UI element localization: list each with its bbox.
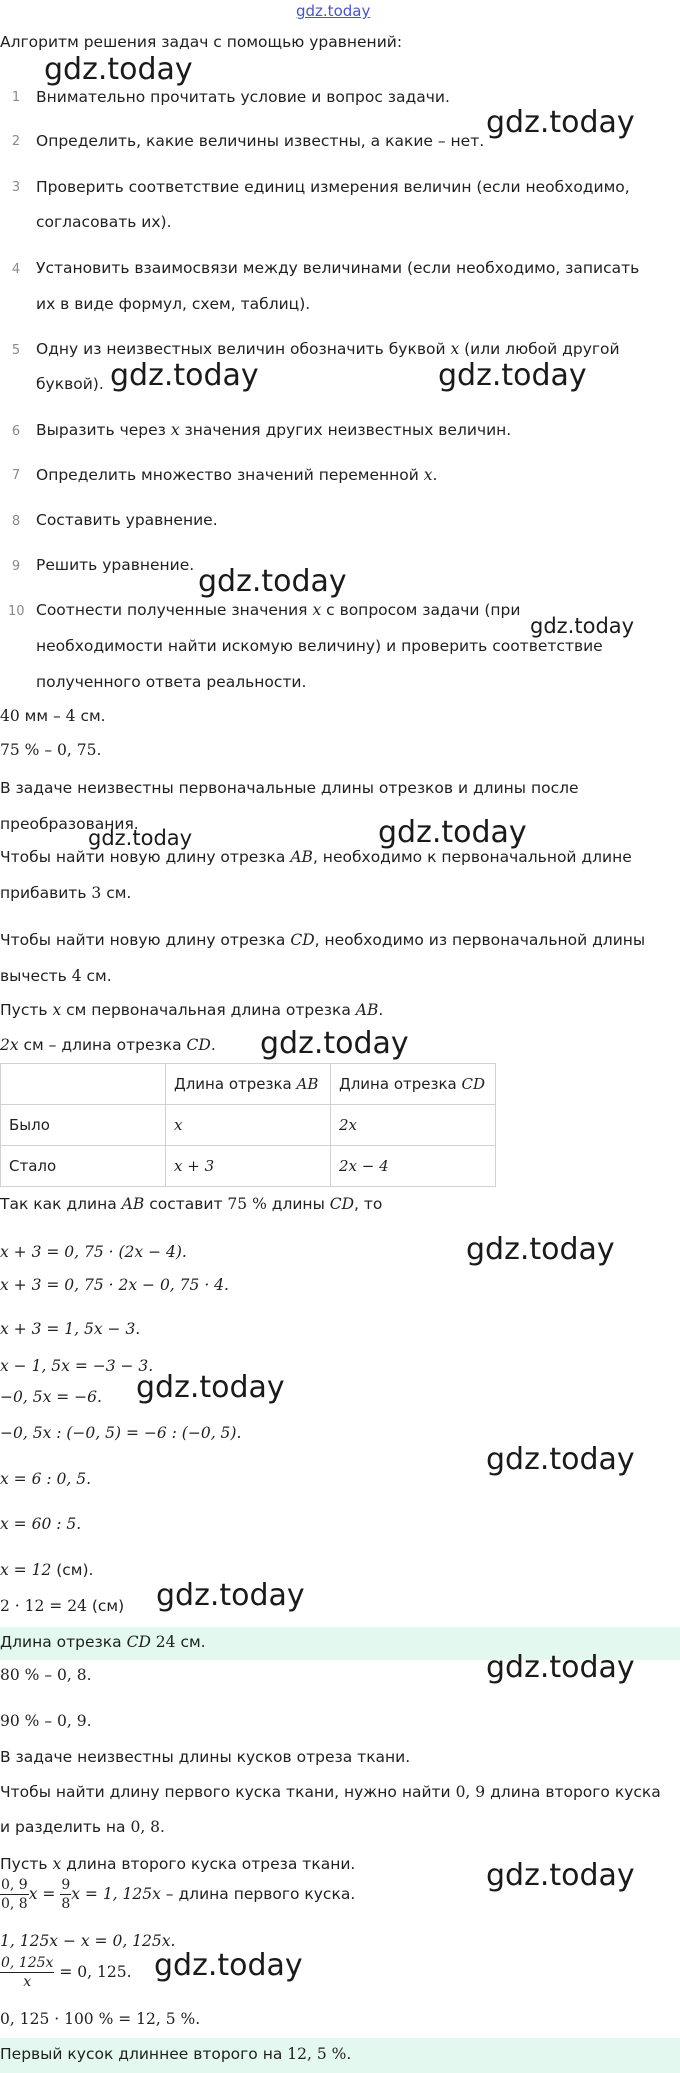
fraction-equation: $\frac{0, 9}{0, 8}$ x = $\frac{9}{8}$ x = 1, 125x – длина первого куска.	[1, 1877, 356, 1912]
step-text: Определить, какие величины известны, а какие – нет.	[36, 132, 485, 150]
answer-1: Длина отрезка CD 24 см.	[0, 1633, 206, 1651]
step-number: 9	[11, 559, 21, 574]
watermark: gdz.today	[438, 358, 587, 393]
method-text: Чтобы найти длину первого куска ткани, нужно найти 0, 9 длина второго куска	[0, 1783, 661, 1801]
step-text: Установить взаимосвязи между величинами (если необходимо, записать	[36, 259, 640, 277]
algorithm-title: Алгоритм решения задач с помощью уравнений:	[0, 33, 403, 51]
equation: x + 3 = 1, 5x − 3.	[0, 1320, 141, 1338]
equation: x + 3 = 0, 75 · (2x − 4).	[0, 1243, 187, 1261]
step-text: Внимательно прочитать условие и вопрос задачи.	[36, 88, 450, 106]
watermark: gdz.today	[530, 614, 635, 638]
equation: 2 · 12 = 24 (см)	[0, 1597, 125, 1615]
equation: x = 60 : 5.	[0, 1515, 82, 1533]
table-cell: x + 3	[166, 1146, 331, 1187]
ab-rule: Чтобы найти новую длину отрезка AB, необходимо к первоначальной длине	[0, 848, 632, 866]
watermark: gdz.today	[156, 1578, 305, 1613]
watermark: gdz.today	[154, 1948, 303, 1983]
watermark-link[interactable]: gdz.today	[296, 2, 371, 20]
let-x: Пусть x длина второго куска отреза ткани.	[0, 1855, 356, 1873]
watermark: gdz.today	[136, 1370, 285, 1405]
equation: x + 3 = 0, 75 · 2x − 0, 75 · 4.	[0, 1276, 229, 1294]
table-cell: 2x − 4	[331, 1146, 496, 1187]
fraction: $\frac{0, 9}{0, 8}$	[1, 1877, 28, 1912]
step-number: 10	[8, 604, 25, 619]
step-text: Составить уравнение.	[36, 511, 218, 529]
table-header-cell: Длина отрезка CD	[331, 1064, 496, 1105]
step-text: Соотнести полученные значения x с вопросом задачи (при	[36, 601, 521, 619]
watermark: gdz.today	[260, 1026, 409, 1061]
watermark: gdz.today	[110, 358, 259, 393]
step-number: 5	[11, 343, 21, 358]
cd-rule: Чтобы найти новую длину отрезка CD, необходимо из первоначальной длины	[0, 931, 646, 949]
ab-rule: прибавить 3 см.	[0, 884, 132, 902]
lengths-table	[0, 1063, 496, 1187]
cd-rule: вычесть 4 см.	[0, 967, 112, 985]
step-number: 7	[11, 468, 21, 483]
step-text: буквой).	[36, 375, 104, 393]
table-cell: Было	[1, 1105, 166, 1146]
table-cell	[1, 1064, 166, 1105]
watermark: gdz.today	[378, 815, 527, 850]
step-number: 2	[11, 134, 21, 149]
watermark: gdz.today	[466, 1232, 615, 1267]
watermark: gdz.today	[88, 826, 193, 850]
let-2x: 2x см – длина отрезка CD.	[0, 1036, 216, 1054]
table-cell: Стало	[1, 1146, 166, 1187]
let-x: Пусть x см первоначальная длина отрезка AB.	[0, 1001, 384, 1019]
step-text: согласовать их).	[36, 213, 172, 231]
unknowns-text: преобразования.	[0, 815, 139, 833]
method-text: и разделить на 0, 8.	[0, 1818, 165, 1836]
unknowns-text: В задаче неизвестны первоначальные длины отрезков и длины после	[0, 779, 579, 797]
table-header-row	[1, 1064, 496, 1105]
watermark: gdz.today	[486, 1650, 635, 1685]
watermark: gdz.today	[486, 1858, 635, 1893]
step-number: 6	[11, 424, 21, 439]
equation: −0, 5x = −6.	[0, 1388, 102, 1406]
table-cell: x	[166, 1105, 331, 1146]
table-row	[1, 1146, 496, 1187]
equation: 0, 125 · 100 % = 12, 5 %.	[0, 2010, 201, 2028]
step-text: Определить множество значений переменной x.	[36, 466, 438, 484]
step-text: Решить уравнение.	[36, 556, 195, 574]
conversion-mm-cm: 40 мм – 4 см.	[0, 707, 106, 725]
watermark: gdz.today	[198, 564, 347, 599]
step-text: необходимости найти искомую величину) и проверить соответствие	[36, 637, 603, 655]
step-text: полученного ответа реальности.	[36, 673, 307, 691]
equation: x = 6 : 0, 5.	[0, 1470, 92, 1488]
step-text: их в виде формул, схем, таблиц).	[36, 295, 311, 313]
step-text: Одну из неизвестных величин обозначить буквой x (или любой другой	[36, 340, 620, 358]
step-text: Выразить через x значения других неизвестных величин.	[36, 421, 512, 439]
watermark: gdz.today	[44, 52, 193, 87]
equation: x − 1, 5x = −3 − 3.	[0, 1357, 154, 1375]
fraction: $\frac{9}{8}$	[61, 1877, 71, 1912]
step-number: 8	[11, 514, 21, 529]
watermark: gdz.today	[486, 105, 635, 140]
fraction: $\frac{0, 125x}{x}$	[1, 1955, 54, 1990]
table-cell: 2x	[331, 1105, 496, 1146]
step-number: 3	[11, 180, 21, 195]
table-header-cell: Длина отрезка AB	[166, 1064, 331, 1105]
condition-text: Так как длина AB составит 75 % длины CD, то	[0, 1195, 383, 1213]
fraction-equation: $\frac{0, 125x}{x}$ = 0, 125.	[1, 1955, 132, 1990]
answer-2: Первый кусок длиннее второго на 12, 5 %.	[0, 2045, 352, 2063]
equation: x = 12 (см).	[0, 1561, 94, 1579]
equation: −0, 5x : (−0, 5) = −6 : (−0, 5).	[0, 1424, 242, 1442]
conversion-percent: 80 % – 0, 8.	[0, 1666, 92, 1684]
unknowns-text: В задаче неизвестны длины кусков отреза ткани.	[0, 1748, 411, 1766]
step-number: 1	[11, 90, 21, 105]
conversion-percent: 90 % – 0, 9.	[0, 1712, 92, 1730]
step-number: 4	[11, 262, 21, 277]
step-text: Проверить соответствие единиц измерения величин (если необходимо,	[36, 178, 630, 196]
conversion-percent: 75 % – 0, 75.	[0, 741, 102, 759]
watermark: gdz.today	[486, 1442, 635, 1477]
table-row	[1, 1105, 496, 1146]
equation: 1, 125x − x = 0, 125x.	[0, 1932, 176, 1950]
